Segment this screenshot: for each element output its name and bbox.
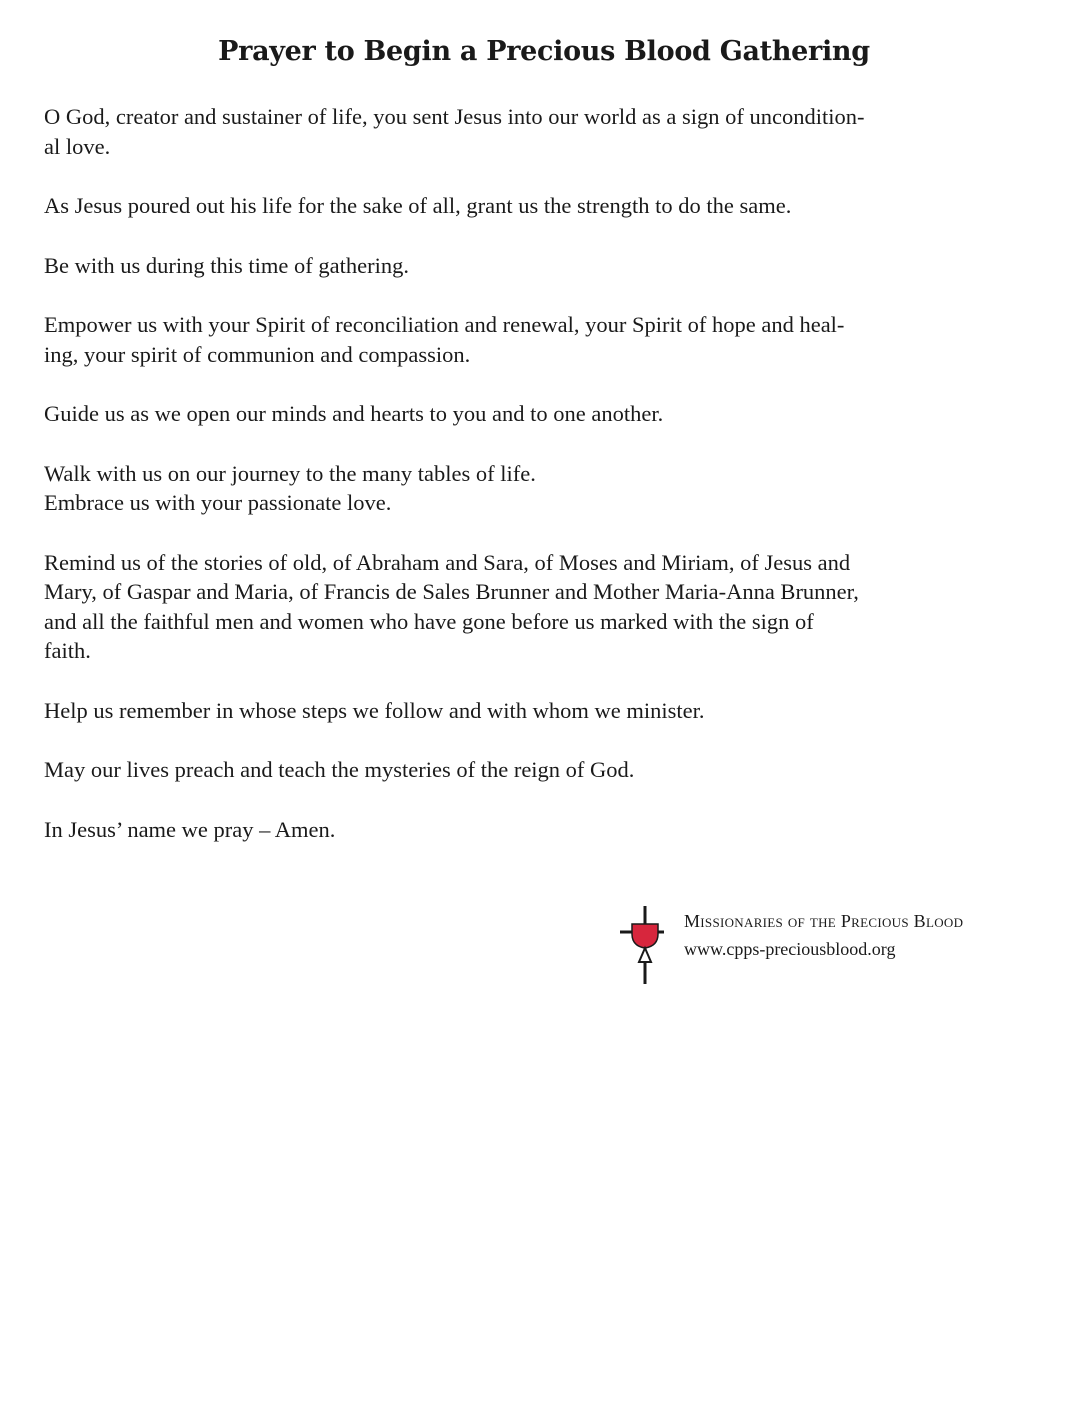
page-title: Prayer to Begin a Precious Blood Gathering <box>218 36 870 67</box>
prayer-paragraph-10: In Jesus’ name we pray – Amen. <box>44 816 336 842</box>
prayer-paragraph-1: O God, creator and sustainer of life, you sent Jesus into our world as a sign of uncondition- al love. <box>44 104 865 159</box>
prayer-paragraph-7: Remind us of the stories of old, of Abraham and Sara, of Moses and Miriam, of Jesus and Mary, of Gaspar and Maria, of Francis de Sales Brunner and Mother Maria-Anna Brunner, and all the faithful men and women who have gone before us marked with the sign of faith. <box>44 549 859 663</box>
prayer-paragraph-4: Empower us with your Spirit of reconciliation and renewal, your Spirit of hope and heal- ing, your spirit of communion and compassion. <box>44 312 845 367</box>
prayer-body <box>44 102 1054 874</box>
organization-name: Missionaries of the Precious Blood <box>684 911 964 931</box>
cross-chalice-icon <box>618 906 666 984</box>
prayer-paragraph-6: Walk with us on our journey to the many tables of life. Embrace us with your passionate love. <box>44 460 536 515</box>
prayer-paragraph-9: May our lives preach and teach the mysteries of the reign of God. <box>44 757 635 782</box>
footer-signature <box>618 906 1058 986</box>
prayer-paragraph-3: Be with us during this time of gathering. <box>44 252 409 278</box>
organization-url[interactable]: www.cpps-preciousblood.org <box>684 939 896 959</box>
prayer-paragraph-8: Help us remember in whose steps we follow and with whom we minister. <box>44 697 705 723</box>
prayer-paragraph-2: As Jesus poured out his life for the sake of all, grant us the strength to do the same. <box>44 193 792 218</box>
prayer-paragraph-5: Guide us as we open our minds and hearts to you and to one another. <box>44 401 664 426</box>
